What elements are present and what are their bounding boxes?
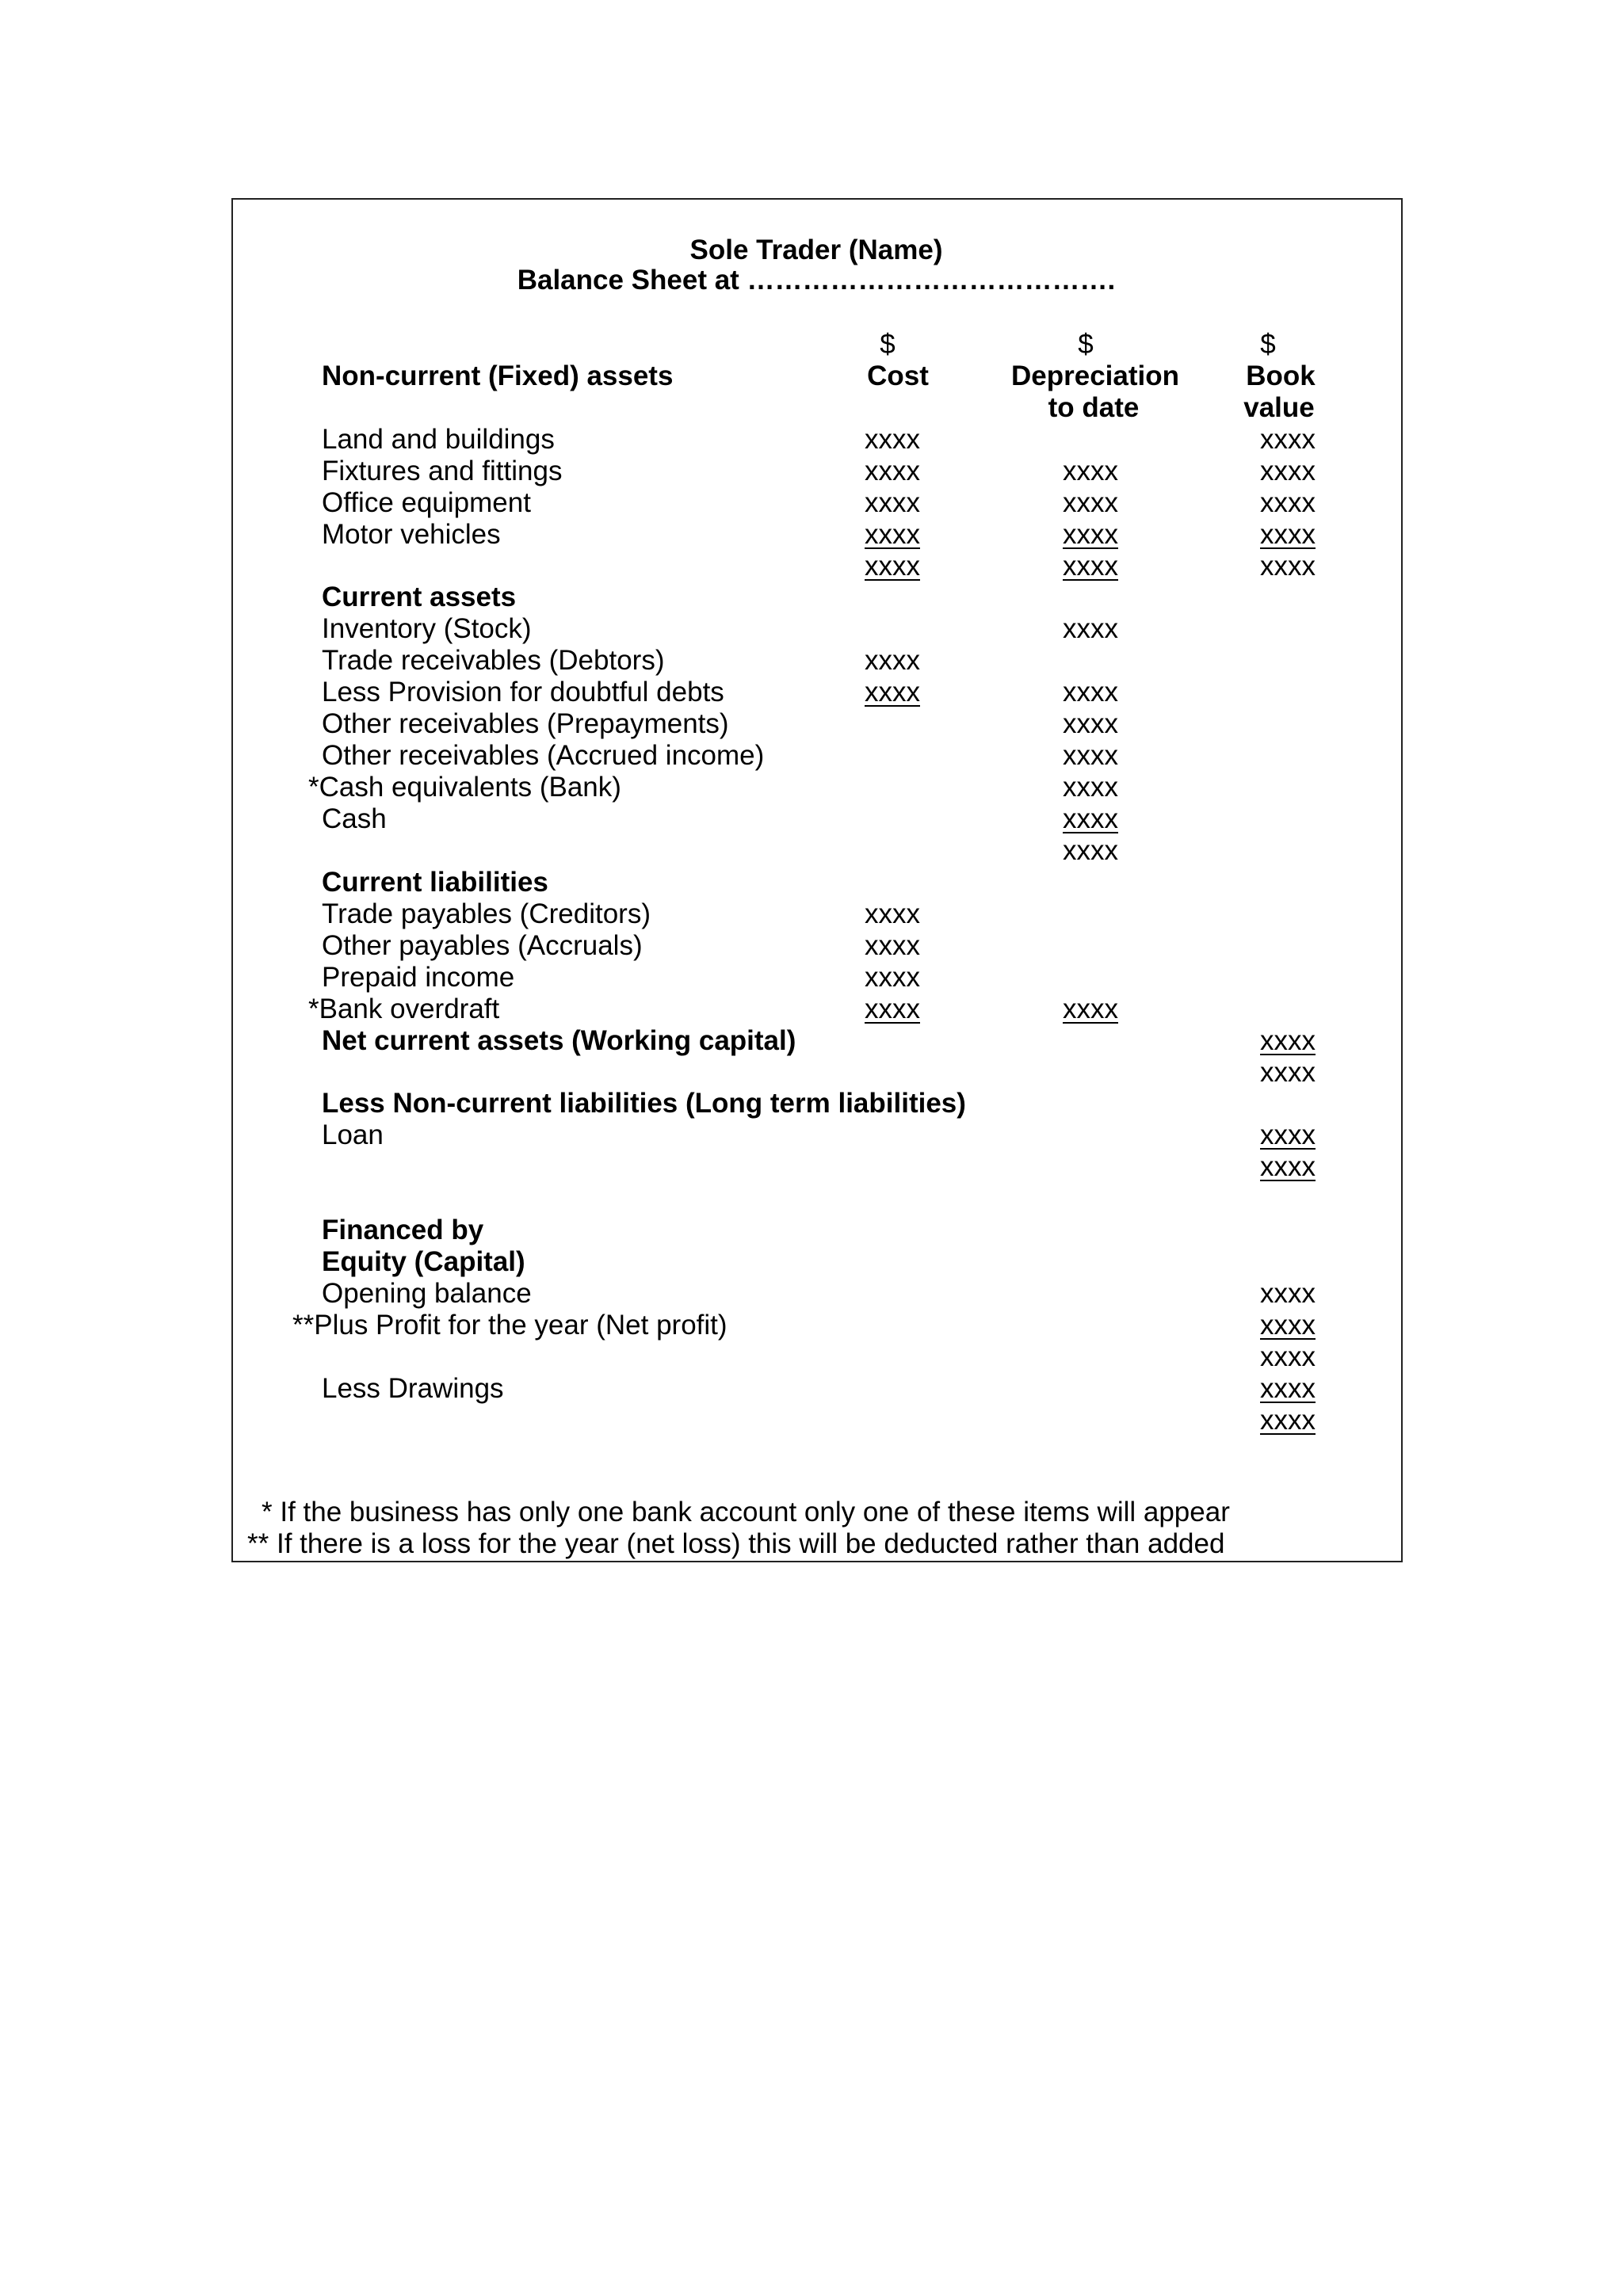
row-label: Other receivables (Prepayments) <box>322 708 729 739</box>
depreciation-column-header-line2: to date <box>1048 392 1140 423</box>
book-value: xxxx <box>1260 1310 1316 1341</box>
sheet-subtitle: Balance Sheet at …………………………………. <box>517 265 1116 296</box>
cost-value: xxxx <box>865 424 920 455</box>
row-label: *Cash equivalents (Bank) <box>308 772 621 803</box>
row-label: Less Drawings <box>322 1373 504 1404</box>
cost-currency: $ <box>880 329 896 360</box>
book-value: xxxx <box>1260 1278 1316 1309</box>
row-label: *Bank overdraft <box>308 994 500 1024</box>
row-label: Fixtures and fittings <box>322 456 563 486</box>
current-assets-heading: Current assets <box>322 582 517 612</box>
depreciation-column-header: Depreciation <box>1011 360 1179 391</box>
depreciation-value: xxxx <box>1063 772 1118 803</box>
book-value: xxxx <box>1260 424 1316 455</box>
footnote-double-asterisk: ** If there is a loss for the year (net loss) this will be deducted rather than added <box>247 1528 1225 1559</box>
cost-value: xxxx <box>865 456 920 486</box>
depreciation-value: xxxx <box>1063 803 1118 834</box>
book-value: xxxx <box>1260 1373 1316 1404</box>
cost-value: xxxx <box>865 994 920 1024</box>
row-label: Prepaid income <box>322 962 515 993</box>
depreciation-value: xxxx <box>1063 835 1118 866</box>
depreciation-currency: $ <box>1078 329 1094 360</box>
financed-by-heading: Financed by <box>322 1215 484 1245</box>
cost-value: xxxx <box>865 930 920 961</box>
row-label: **Plus Profit for the year (Net profit) <box>292 1310 727 1341</box>
equity-heading: Equity (Capital) <box>322 1246 525 1277</box>
book-value: xxxx <box>1260 1025 1316 1056</box>
noncurrent-liabilities-heading: Less Non-current liabilities (Long term liabilities) <box>322 1088 966 1119</box>
depreciation-value: xxxx <box>1063 613 1118 644</box>
current-liabilities-heading: Current liabilities <box>322 867 548 898</box>
book-value: xxxx <box>1260 456 1316 486</box>
cost-value: xxxx <box>865 487 920 518</box>
cost-value: xxxx <box>865 677 920 707</box>
book-value-column-header-line2: value <box>1243 392 1315 423</box>
book-value: xxxx <box>1260 1341 1316 1372</box>
row-label: Other receivables (Accrued income) <box>322 740 765 771</box>
depreciation-value: xxxx <box>1063 551 1118 582</box>
depreciation-value: xxxx <box>1063 519 1118 550</box>
row-label: Opening balance <box>322 1278 532 1309</box>
cost-value: xxxx <box>865 519 920 550</box>
book-value: xxxx <box>1260 519 1316 550</box>
depreciation-value: xxxx <box>1063 994 1118 1024</box>
depreciation-value: xxxx <box>1063 740 1118 771</box>
book-currency: $ <box>1260 329 1276 360</box>
book-value: xxxx <box>1260 1057 1316 1088</box>
row-label: Trade payables (Creditors) <box>322 898 651 929</box>
depreciation-value: xxxx <box>1063 677 1118 707</box>
book-value-column-header: Book <box>1246 360 1316 391</box>
row-label: Less Provision for doubtful debts <box>322 677 724 707</box>
book-value: xxxx <box>1260 551 1316 582</box>
row-label: Trade receivables (Debtors) <box>322 645 665 676</box>
book-value: xxxx <box>1260 1119 1316 1150</box>
noncurrent-assets-heading: Non-current (Fixed) assets <box>322 360 674 391</box>
row-label: Land and buildings <box>322 424 555 455</box>
book-value: xxxx <box>1260 1151 1316 1182</box>
sheet-title: Sole Trader (Name) <box>689 235 943 265</box>
row-label: Office equipment <box>322 487 531 518</box>
row-label: Motor vehicles <box>322 519 501 550</box>
row-label: Cash <box>322 803 387 834</box>
cost-value: xxxx <box>865 645 920 676</box>
book-value: xxxx <box>1260 1405 1316 1436</box>
row-label: Other payables (Accruals) <box>322 930 643 961</box>
cost-column-header: Cost <box>867 360 929 391</box>
cost-value: xxxx <box>865 962 920 993</box>
net-current-assets-heading: Net current assets (Working capital) <box>322 1025 796 1056</box>
depreciation-value: xxxx <box>1063 708 1118 739</box>
row-label: Loan <box>322 1119 384 1150</box>
row-label: Inventory (Stock) <box>322 613 532 644</box>
depreciation-value: xxxx <box>1063 456 1118 486</box>
depreciation-value: xxxx <box>1063 487 1118 518</box>
cost-value: xxxx <box>865 898 920 929</box>
footnote-single-asterisk: * If the business has only one bank account only one of these items will appear <box>262 1497 1230 1527</box>
book-value: xxxx <box>1260 487 1316 518</box>
cost-value: xxxx <box>865 551 920 582</box>
